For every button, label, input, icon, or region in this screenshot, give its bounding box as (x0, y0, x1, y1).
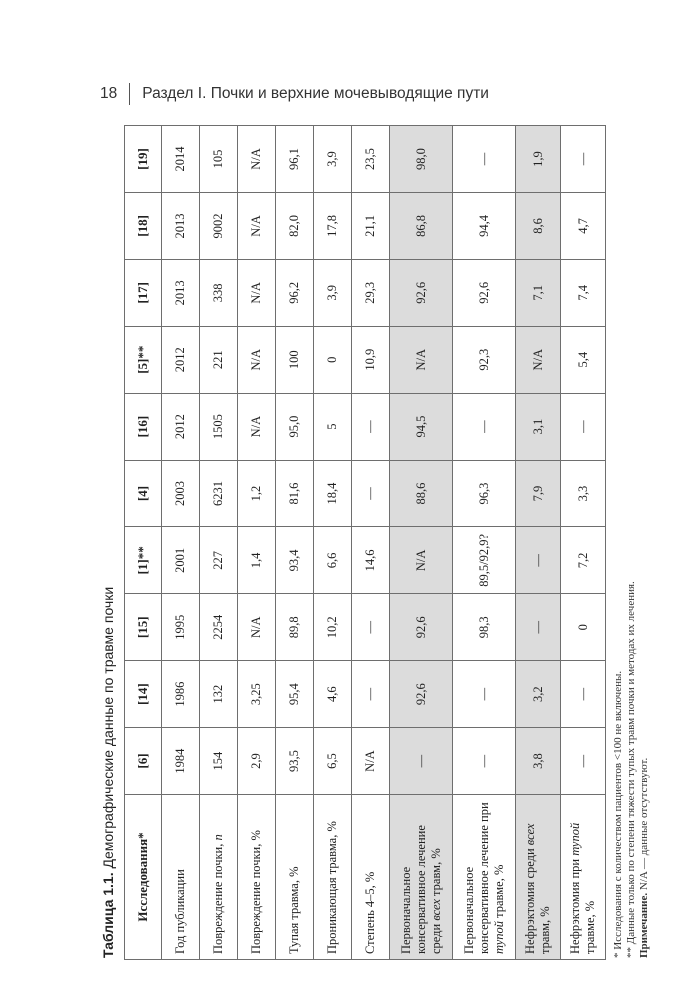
table-cell: — (352, 393, 390, 460)
row-label: Повреждение почки, n (200, 795, 238, 960)
table-cell: 1,2 (238, 460, 276, 527)
header-divider (129, 83, 130, 105)
column-header: [1]** (125, 527, 162, 594)
table-cell: 94,5 (390, 393, 453, 460)
table-cell: 92,6 (390, 661, 453, 728)
table-caption-label: Таблица 1.1. (100, 872, 116, 958)
table-cell: 2013 (162, 259, 200, 326)
table-cell: 3,9 (314, 259, 352, 326)
table-row (453, 126, 516, 960)
table-cell: 96,2 (276, 259, 314, 326)
table-cell: 3,1 (516, 393, 561, 460)
table-cell: 2254 (200, 594, 238, 661)
table-cell: 2001 (162, 527, 200, 594)
table-cell: 93,5 (276, 728, 314, 795)
table-cell: 93,4 (276, 527, 314, 594)
table-cell: N/A (352, 728, 390, 795)
table-cell: 21,1 (352, 192, 390, 259)
table-row (561, 126, 606, 960)
table-cell: 2,9 (238, 728, 276, 795)
section-title: Раздел I. Почки и верхние мочевыводящие пути (142, 85, 489, 102)
column-header: [4] (125, 460, 162, 527)
demographic-table (124, 125, 606, 960)
table-cell: 89,5/92,9? (453, 527, 516, 594)
column-header: [19] (125, 126, 162, 193)
row-label: Первоначальное консервативное лечение среди всех травм, % (390, 795, 453, 960)
table-cell: 1505 (200, 393, 238, 460)
table-cell: — (352, 460, 390, 527)
table-cell: 9002 (200, 192, 238, 259)
table-cell: 4,7 (561, 192, 606, 259)
table-footnotes (612, 115, 651, 958)
table-cell: 5,4 (561, 326, 606, 393)
table-cell: N/A (238, 594, 276, 661)
table-cell: — (453, 393, 516, 460)
column-header: [17] (125, 259, 162, 326)
table-cell: N/A (238, 192, 276, 259)
table-cell: 95,4 (276, 661, 314, 728)
table-cell: 89,8 (276, 594, 314, 661)
row-label: Степень 4–5, % (352, 795, 390, 960)
table-cell: 92,6 (390, 259, 453, 326)
table-cell: 23,5 (352, 126, 390, 193)
table-cell: 7,9 (516, 460, 561, 527)
table-header-row (125, 126, 162, 960)
table-caption (98, 115, 118, 958)
note-label: Примечание. (638, 892, 650, 958)
column-header: [5]** (125, 326, 162, 393)
row-label: Повреждение почки, % (238, 795, 276, 960)
column-header: [15] (125, 594, 162, 661)
table-row (162, 126, 200, 960)
table-cell: 96,1 (276, 126, 314, 193)
column-header: [6] (125, 728, 162, 795)
row-label: Год публикации (162, 795, 200, 960)
table-cell: N/A (238, 393, 276, 460)
table-cell: N/A (238, 259, 276, 326)
table-cell: N/A (238, 126, 276, 193)
table-cell: 86,8 (390, 192, 453, 259)
table-cell: 6,5 (314, 728, 352, 795)
table-cell: — (453, 126, 516, 193)
table-cell: N/A (516, 326, 561, 393)
table-cell: 29,3 (352, 259, 390, 326)
table-cell: 5 (314, 393, 352, 460)
footnote-1: * Исследования с количеством пациентов <100 не включены. (612, 670, 624, 958)
table-cell: N/A (390, 527, 453, 594)
page-header (100, 83, 660, 105)
table-cell: 0 (314, 326, 352, 393)
table-cell: — (561, 126, 606, 193)
table-cell: 2013 (162, 192, 200, 259)
table-cell: — (561, 661, 606, 728)
footnote-2: ** Данные только по степени тяжести тупых травм почки и методах их лечения. (625, 581, 637, 958)
table-cell: 7,2 (561, 527, 606, 594)
table-cell: 88,6 (390, 460, 453, 527)
table-cell: 1984 (162, 728, 200, 795)
table-cell: N/A (390, 326, 453, 393)
table-row (516, 126, 561, 960)
table-cell: 2003 (162, 460, 200, 527)
table-row (200, 126, 238, 960)
table-cell: 100 (276, 326, 314, 393)
table-cell: 1995 (162, 594, 200, 661)
table-cell: 7,1 (516, 259, 561, 326)
table-cell: 94,4 (453, 192, 516, 259)
table-cell: — (352, 594, 390, 661)
table-cell: 98,3 (453, 594, 516, 661)
table-cell: 6,6 (314, 527, 352, 594)
table-cell: 3,25 (238, 661, 276, 728)
row-label: Тупая травма, % (276, 795, 314, 960)
table-cell: 96,3 (453, 460, 516, 527)
table-cell: 2012 (162, 326, 200, 393)
table-cell: 221 (200, 326, 238, 393)
table-cell: 92,6 (390, 594, 453, 661)
column-header: [18] (125, 192, 162, 259)
table-cell: 81,6 (276, 460, 314, 527)
table-cell: 2014 (162, 126, 200, 193)
row-label: Первоначальное консервативное лечение при тупой травме, % (453, 795, 516, 960)
table-cell: 4,6 (314, 661, 352, 728)
table-cell: 98,0 (390, 126, 453, 193)
table-cell: 105 (200, 126, 238, 193)
note-text: N/A — данные отсутствуют. (638, 757, 650, 893)
table-cell: 3,8 (516, 728, 561, 795)
footnote-note (638, 115, 651, 958)
page-number: 18 (100, 85, 118, 102)
table-cell: — (561, 393, 606, 460)
table-caption-text: Демографические данные по травме почки (100, 586, 116, 873)
table-cell: 3,2 (516, 661, 561, 728)
table-row (352, 126, 390, 960)
column-header: Исследования* (125, 795, 162, 960)
table-cell: 7,4 (561, 259, 606, 326)
table-cell: 18,4 (314, 460, 352, 527)
table-cell: 82,0 (276, 192, 314, 259)
table-cell: 10,9 (352, 326, 390, 393)
table-cell: — (516, 594, 561, 661)
table-cell: — (561, 728, 606, 795)
table-cell: 92,6 (453, 259, 516, 326)
table-cell: 8,6 (516, 192, 561, 259)
column-header: [14] (125, 661, 162, 728)
table-cell: 3,9 (314, 126, 352, 193)
table-cell: — (453, 661, 516, 728)
table-cell: 2012 (162, 393, 200, 460)
table-cell: 17,8 (314, 192, 352, 259)
table-cell: — (352, 661, 390, 728)
table-cell: 14,6 (352, 527, 390, 594)
rotated-table-block (98, 115, 650, 960)
row-label: Нефрэктомия при тупой травме, % (561, 795, 606, 960)
table-row (390, 126, 453, 960)
table-cell: 338 (200, 259, 238, 326)
table-cell: — (390, 728, 453, 795)
table-cell: 10,2 (314, 594, 352, 661)
table-cell: 227 (200, 527, 238, 594)
table-row (238, 126, 276, 960)
table-cell: 92,3 (453, 326, 516, 393)
table-cell: — (516, 527, 561, 594)
table-cell: 95,0 (276, 393, 314, 460)
table-cell: 0 (561, 594, 606, 661)
table-cell: 132 (200, 661, 238, 728)
table-cell: 1,9 (516, 126, 561, 193)
column-header: [16] (125, 393, 162, 460)
table-cell: 3,3 (561, 460, 606, 527)
table-row (314, 126, 352, 960)
row-label: Нефрэктомия среди всех травм, % (516, 795, 561, 960)
table-cell: 1986 (162, 661, 200, 728)
table-cell: — (453, 728, 516, 795)
row-label: Проникающая травма, % (314, 795, 352, 960)
table-row (276, 126, 314, 960)
table-cell: 6231 (200, 460, 238, 527)
table-cell: 1,4 (238, 527, 276, 594)
table-cell: 154 (200, 728, 238, 795)
table-cell: N/A (238, 326, 276, 393)
